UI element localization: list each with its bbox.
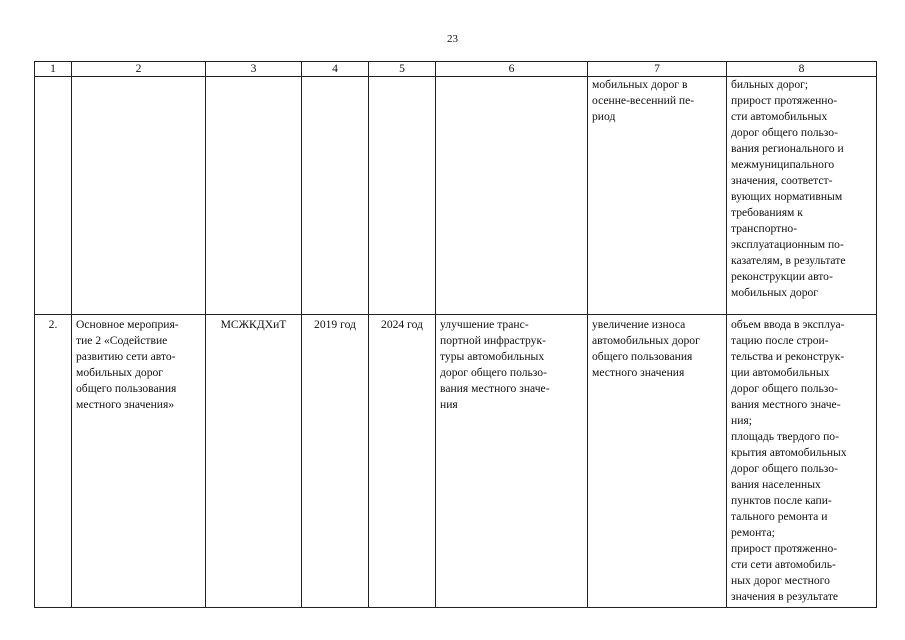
column-header: 6: [436, 62, 588, 77]
column-header: 5: [369, 62, 436, 77]
expected-result-cell: улучшение транс- портной инфраструк- туры автомобильных дорог общего пользо- вания местного значе- ния: [436, 315, 588, 608]
table-row: [35, 77, 877, 315]
page-number: 23: [447, 33, 458, 45]
column-header: 4: [302, 62, 369, 77]
column-header: 8: [727, 62, 877, 77]
consequences-cell: увеличение износа автомобильных дорог общего пользования местного значения: [588, 315, 727, 608]
end-year-cell: 2024 год: [369, 315, 436, 608]
column-header: 7: [588, 62, 727, 77]
table-row: [35, 315, 877, 608]
column-header: 1: [35, 62, 72, 77]
consequences-cell: мобильных дорог в осенне-весенний пе- риод: [588, 77, 727, 315]
indicators-cell: объем ввода в эксплуа- тацию после строи- тельства и реконструк- ции автомобильных дорог общего пользо- вания местного значе- ния; площадь твердого по- крытия автомобильных дорог общего пользо- вания населенных пунктов после капи- тального ремонта и ремонта; прирост протяженно- сти сети автомобиль- ных дорог местного значения в результате: [727, 315, 877, 608]
table-header-row: [35, 62, 877, 77]
indicators-cell: бильных дорог; прирост протяженно- сти автомобильных дорог общего пользо- вания регионального и межмуниципального значения, соответст- вующих нормативным требованиям к транспортно- эксплуатационным по- казателям, в результате реконструкции авто- мобильных дорог: [727, 77, 877, 315]
row-number-cell: 2.: [35, 315, 72, 608]
column-header: 2: [72, 62, 206, 77]
start-year-cell: [302, 77, 369, 315]
activity-name-cell: [72, 77, 206, 315]
executor-cell: МСЖКДХиТ: [206, 315, 302, 608]
column-header: 3: [206, 62, 302, 77]
row-number-cell: [35, 77, 72, 315]
executor-cell: [206, 77, 302, 315]
end-year-cell: [369, 77, 436, 315]
expected-result-cell: [436, 77, 588, 315]
start-year-cell: 2019 год: [302, 315, 369, 608]
program-table: [34, 61, 877, 608]
activity-name-cell: Основное мероприя- тие 2 «Содействие развитию сети авто- мобильных дорог общего пользования местного значения»: [72, 315, 206, 608]
